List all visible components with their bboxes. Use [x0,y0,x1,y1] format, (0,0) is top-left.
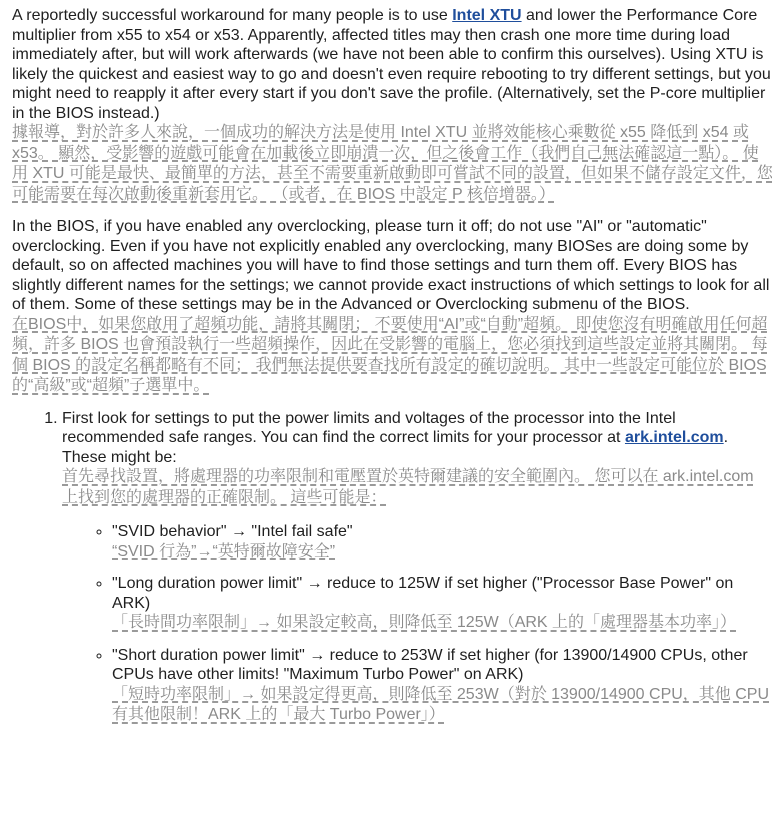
setting-english: ◦ "SVID behavior" → "Intel fail safe" [112,523,353,540]
paragraph-english [12,6,774,123]
translation-text: 「短時功率限制」→ 如果設定得更高，則降低至 253W（對於 13900/14900 CPU，其他 CPU 有其他限制！ARK 上的「最大 Turbo Power」） [112,685,770,723]
paragraph-translation [12,123,774,205]
step-translation [62,467,774,508]
translation-text: “SVID 行為”→“英特爾故障安全” [112,542,336,560]
translation-text: 「長時間功率限制」→ 如果設定較高，則降低至 125W（ARK 上的「處理器基本功率」） [112,614,737,631]
list-item [112,574,774,634]
settings-list [62,522,774,726]
list-item [112,646,774,726]
paragraph-translation [12,315,774,397]
text-segment: A reportedly successful workaround for many people is to use [12,7,453,24]
text-segment: . These might be: [62,429,729,466]
setting-translation [112,542,774,563]
setting-english: ◦ "Long duration power limit" → reduce to 125W if set higher ("Processor Base Power" on ARK) [112,575,734,612]
translation-text: 在BIOS中，如果您啟用了超頻功能，請將其關閉； 不要使用“AI”或“自動”超頻。 即使您沒有明確啟用任何超頻，許多 BIOS 也會預設執行一些超頻操作，因此在受影響的電腦上，您必須找到這些設定並將其關閉。 每個 BIOS 的設定名稱都略有不同； 我們無法提供要查找所有設定的確切說明。 其中一些設定可能位於 BIOS 的“高級”或“超頻”子選單中。 [12,315,768,394]
setting-translation [112,685,774,726]
text-segment: and lower the Performance Core multiplier from x55 to x54 or x53. Apparently, affected titles may then crash one more time during load immediately after, but will work afterwards (we have not been able to confirm this ourselves). Using XTU is likely the quickest and easiest way to go and doesn't even require rebooting to try different settings, but you might need to reapply it after every start if you don't save the profile. (Alternatively, set the P-core multiplier in the BIOS instead.) [12,7,771,122]
setting-english: ◦ "Short duration power limit" → reduce to 253W if set higher (for 13900/14900 CPUs, other CPUs have other limits! "Maximum Turbo Power" on ARK) [112,646,748,683]
step-item [62,409,774,726]
paragraph-bios-overclocking [12,217,774,397]
translation-text: 首先尋找設置，將處理器的功率限制和電壓置於英特爾建議的安全範圍內。 您可以在 ark.intel.com 上找到您的處理器的正確限制。 這些可能是： [62,468,754,506]
steps-list [12,409,774,726]
paragraph-xtu-workaround [12,6,774,205]
paragraph-english: In the BIOS, if you have enabled any overclocking, please turn it off; do not use "AI" or "automatic" overclocking. Even if you have not explicitly enabled any overclocking, many BIOSes are doing some by default, so on affected machines you will have to find those settings and turn them off. Every BIOS has slightly different names for the settings; we cannot provide exact instructions of which settings to look for all of them. Some of these settings may be in the Advanced or Overclocking submenu of the BIOS. [12,218,770,313]
list-item [112,522,774,562]
translation-text: 據報導，對於許多人來說，一個成功的解決方法是使用 Intel XTU 並將效能核心乘數從 x55 降低到 x54 或 x53。 顯然，受影響的遊戲可能會在加載後立即崩潰一次，但之後會工作（我們自己無法確認這一點）。 使用 XTU 可能是最快、最簡單的方法，甚至不需要重新啟動即可嘗試不同的設置，但如果不儲存設定文件，您可能需要在每次啟動後重新套用它。 （或者，在 BIOS 中設定 P 核倍增器。） [12,124,773,203]
step-english [62,409,774,468]
setting-translation [112,613,774,634]
ark-intel-link[interactable]: ark.intel.com [624,429,724,446]
intel-xtu-link[interactable]: Intel XTU [452,7,522,24]
text-segment: First look for settings to put the power limits and voltages of the processor into the Intel recommended safe ranges. You can find the correct limits for your processor at [62,409,676,446]
